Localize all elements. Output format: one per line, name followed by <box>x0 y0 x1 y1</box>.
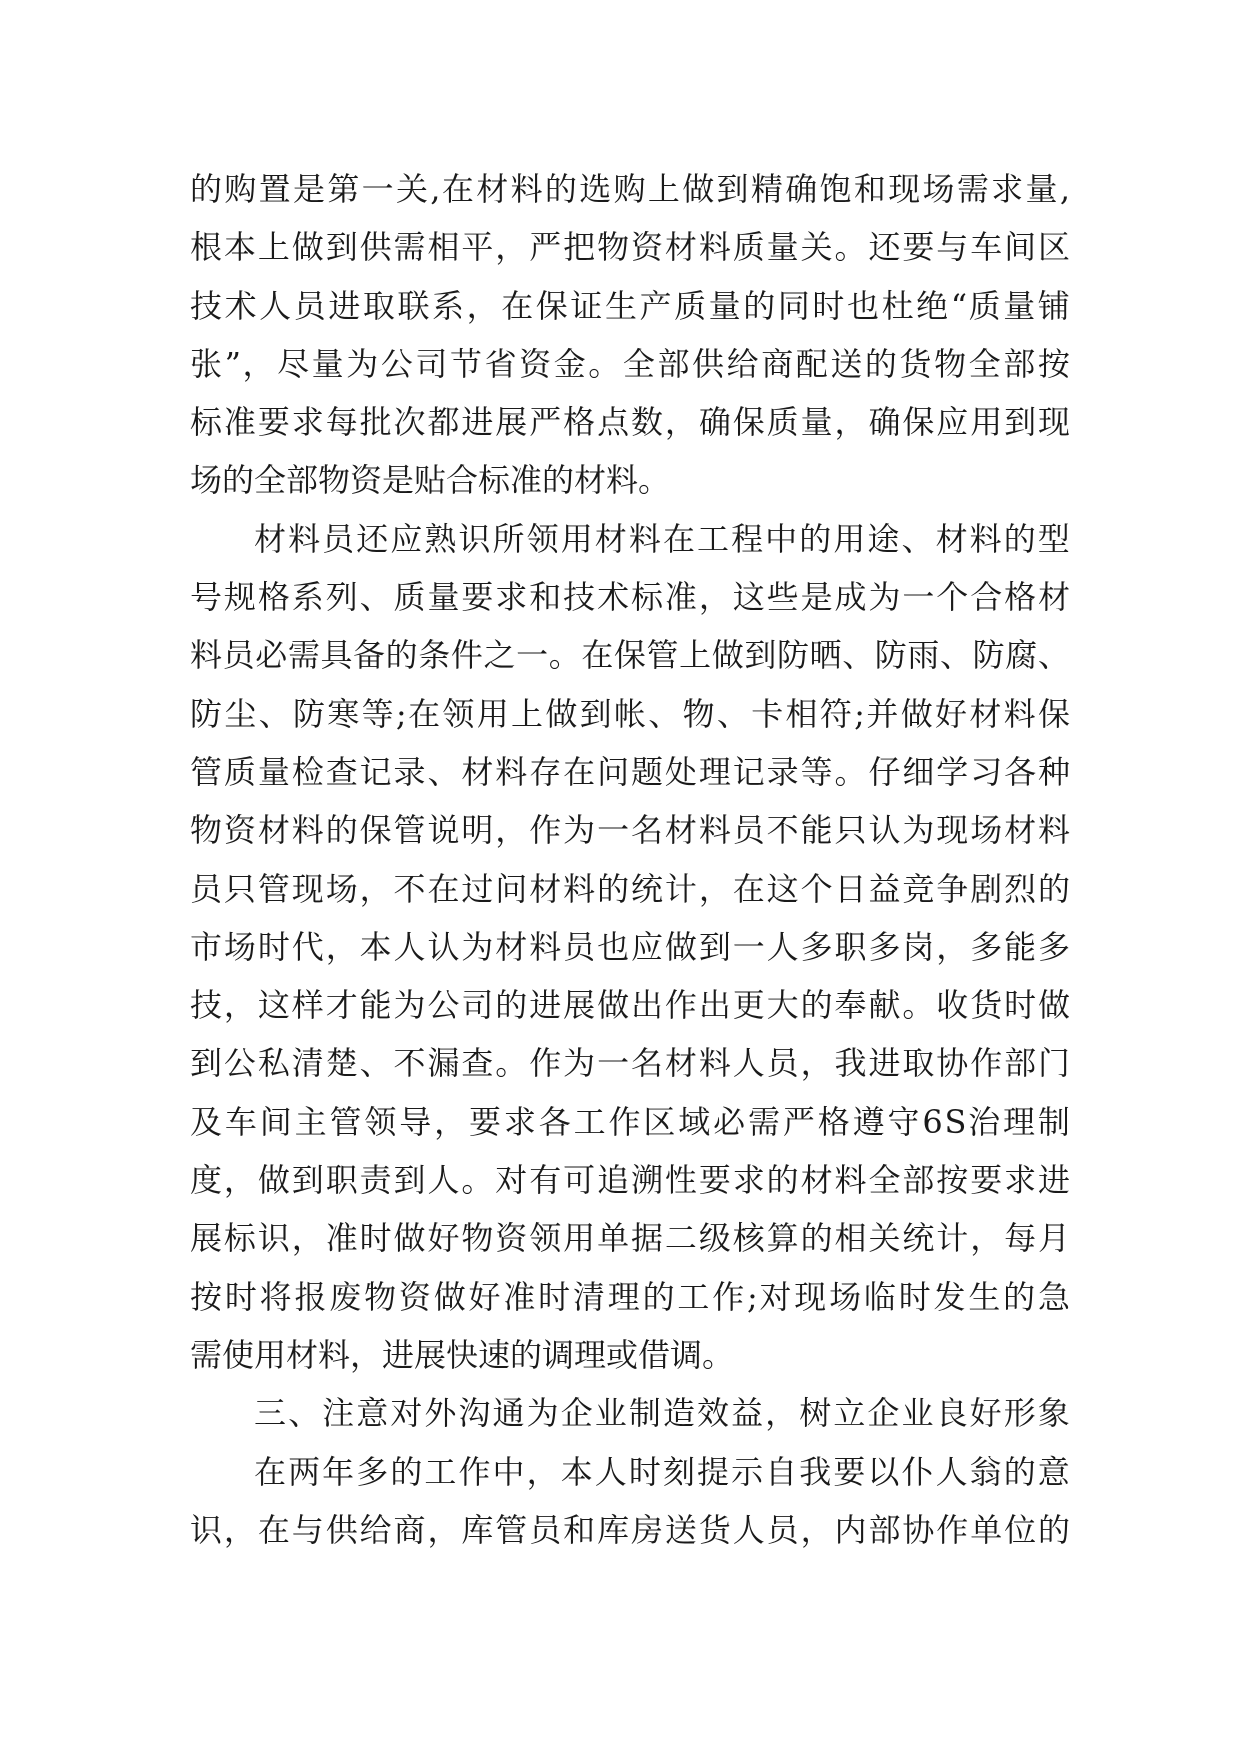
text-line: 张 ” ， 尽 量 为 公 司 节 省 资 金 。 全 部 供 给 商 配 送 的 货 物 全 部 按 <box>190 344 1070 383</box>
paragraph-first-line: 材 料 员 还 应 熟 识 所 领 用 材 料 在 工 程 中 的 用 途 、 材 料 的 型 <box>254 519 1070 558</box>
text-line: 展 标 识 ， 准 时 做 好 物 资 领 用 单 据 二 级 核 算 的 相 关 统 计 ， 每 月 <box>190 1219 1071 1258</box>
text-line: 的 购 置 是 第 一 关 , 在 材 料 的 选 购 上 做 到 精 确 饱 和 现 场 需 求 量 , <box>190 170 1070 208</box>
text-line: 到 公 私 清 楚 、 不 漏 查 。 作 为 一 名 材 料 人 员 ， 我 进 取 协 作 部 门 <box>190 1044 1071 1083</box>
text-line: 需使用材料，进展快速的调理或借调。 <box>190 1335 735 1374</box>
text-line: 技 ， 这 样 才 能 为 公 司 的 进 展 做 出 作 出 更 大 的 奉 献 。 收 货 时 做 <box>190 986 1071 1025</box>
text-line: 防 尘 、 防 寒 等 ; 在 领 用 上 做 到 帐 、 物 、 卡 相 符 ; 并 做 好 材 料 保 <box>190 694 1070 733</box>
text-line: 标 准 要 求 每 批 次 都 进 展 严 格 点 数 ， 确 保 质 量 ， 确 保 应 用 到 现 <box>190 403 1071 442</box>
text-line: 物 资 材 料 的 保 管 说 明 ， 作 为 一 名 材 料 员 不 能 只 认 为 现 场 材 料 <box>190 811 1071 850</box>
paragraph-first-line: 在 两 年 多 的 工 作 中 ， 本 人 时 刻 提 示 自 我 要 以 仆 人 翁 的 意 <box>254 1452 1070 1491</box>
text-line: 度 ， 做 到 职 责 到 人 。 对 有 可 追 溯 性 要 求 的 材 料 全 部 按 要 求 进 <box>190 1161 1071 1200</box>
text-line: 技 术 人 员 进 取 联 系 ， 在 保 证 生 产 质 量 的 同 时 也 杜 绝 “ 质 量 铺 <box>190 286 1070 325</box>
text-line: 及 车 间 主 管 领 导 ， 要 求 各 工 作 区 域 必 需 严 格 遵 守 6 S 治 理 制 <box>190 1102 1070 1141</box>
text-line: 按 时 将 报 废 物 资 做 好 准 时 清 理 的 工 作 ; 对 现 场 临 时 发 生 的 急 <box>190 1277 1070 1316</box>
text-line: 根 本 上 做 到 供 需 相 平 ， 严 把 物 资 材 料 质 量 关 。 还 要 与 车 间 区 <box>190 228 1071 267</box>
body-text <box>190 160 1070 1559</box>
text-line: 料 员 必 需 具 备 的 条 件 之 一 。 在 保 管 上 做 到 防 晒 、 防 雨 、 防 腐 、 <box>190 636 1070 675</box>
text-line: 识 ， 在 与 供 给 商 ， 库 管 员 和 库 房 送 货 人 员 ， 内 部 协 作 单 位 的 <box>190 1510 1071 1549</box>
text-line: 员 只 管 现 场 ， 不 在 过 问 材 料 的 统 计 ， 在 这 个 日 益 竞 争 剧 烈 的 <box>190 869 1071 908</box>
text-line: 场的全部物资是贴合标准的材料。 <box>190 461 671 500</box>
section-heading: 三 、 注 意 对 外 沟 通 为 企 业 制 造 效 益 ， 树 立 企 业 良 好 形 象 <box>254 1394 1070 1433</box>
text-line: 号 规 格 系 列 、 质 量 要 求 和 技 术 标 准 ， 这 些 是 成 为 一 个 合 格 材 <box>190 578 1071 617</box>
text-line: 管 质 量 检 查 记 录 、 材 料 存 在 问 题 处 理 记 录 等 。 仔 细 学 习 各 种 <box>190 752 1071 791</box>
text-line: 市 场 时 代 ， 本 人 认 为 材 料 员 也 应 做 到 一 人 多 职 多 岗 ， 多 能 多 <box>190 927 1071 966</box>
